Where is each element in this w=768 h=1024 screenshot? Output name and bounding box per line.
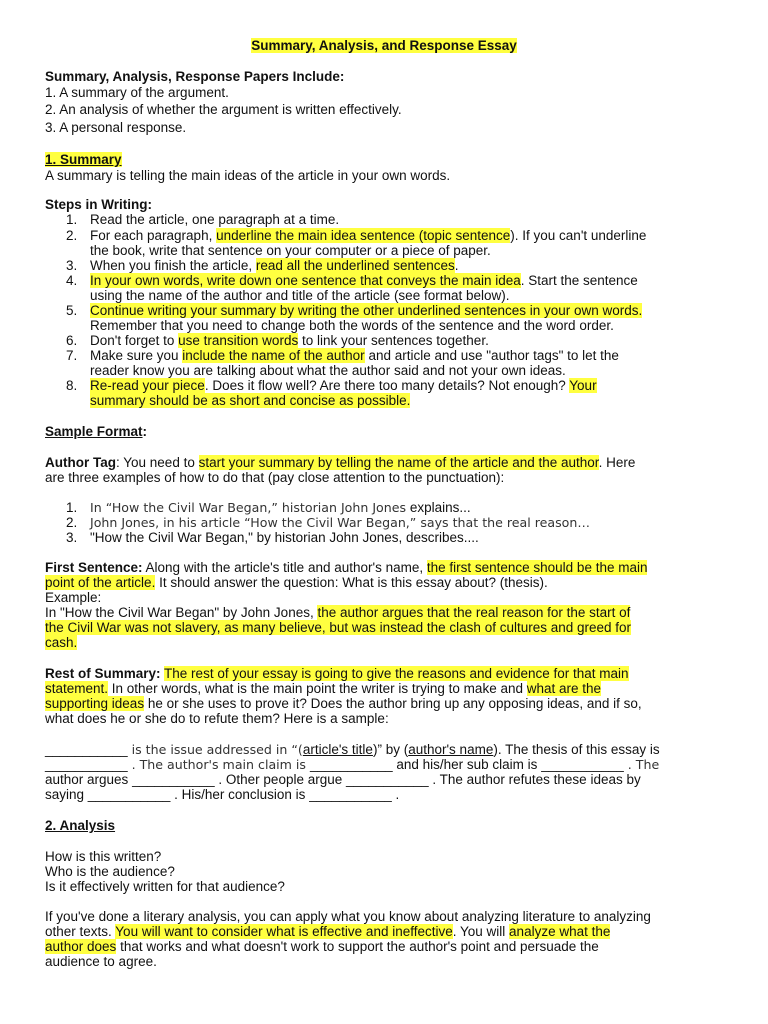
highlight: author does bbox=[45, 939, 117, 954]
step-number: 7. bbox=[66, 348, 78, 363]
rest-of-summary-continued: statement. In other words, what is the main point the writer is trying to make and what are the bbox=[45, 681, 602, 696]
author-tag-paragraph-continued: are three examples of how to do that (pay close attention to the punctuation): bbox=[45, 470, 505, 485]
analysis-question: How is this written? bbox=[45, 849, 162, 864]
template-line: ___________ is the issue addressed in “(article's title)” by (author's name). The thesis of this essay is bbox=[45, 742, 660, 757]
author-tag-paragraph: Author Tag: You need to start your summary by telling the name of the article and the author. Here bbox=[45, 455, 636, 470]
template-line: saying ___________ . His/her conclusion is ___________ . bbox=[45, 787, 400, 802]
rest-of-summary-continued: supporting ideas he or she uses to prove it? Does the author bring up any opposing ideas, and if so, bbox=[45, 696, 642, 711]
highlight: supporting ideas bbox=[45, 696, 145, 711]
analysis-paragraph-continued: author does that works and what doesn't work to support the author's point and persuade the bbox=[45, 939, 599, 954]
step-number: 2. bbox=[66, 228, 78, 243]
step-text: Make sure you include the name of the author and article and use "author tags" to let the bbox=[90, 348, 619, 363]
intro-item: 3. A personal response. bbox=[45, 120, 187, 135]
template-line: ___________ . The author's main claim is ___________ and his/her sub claim is ___________ . The bbox=[45, 757, 660, 772]
example-paragraph-continued bbox=[45, 635, 77, 650]
rest-of-summary-paragraph: Rest of Summary: The rest of your essay is going to give the reasons and evidence for that main bbox=[45, 666, 629, 681]
summary-definition: A summary is telling the main ideas of the article in your own words. bbox=[45, 168, 451, 183]
highlight: the first sentence should be the main bbox=[426, 560, 648, 575]
example-number: 2. bbox=[66, 515, 78, 530]
highlight: Your bbox=[569, 378, 597, 393]
step-text-continued: using the name of the author and title of the article (see format below). bbox=[90, 288, 510, 303]
example-number: 1. bbox=[66, 500, 78, 515]
example-text: John Jones, in his article “How the Civil War Began,” says that the real reason… bbox=[90, 515, 590, 530]
analysis-paragraph-continued: audience to agree. bbox=[45, 954, 157, 969]
highlight: point of the article. bbox=[45, 575, 156, 590]
step-text-continued: the book, write that sentence on your computer or a piece of paper. bbox=[90, 243, 491, 258]
step-text-continued bbox=[90, 393, 410, 408]
highlight: include the name of the author bbox=[182, 348, 365, 363]
intro-heading: Summary, Analysis, Response Papers Include: bbox=[45, 69, 345, 84]
highlight: the Civil War was not slavery, as many believe, but was instead the clash of cultures and greed for bbox=[45, 620, 632, 635]
highlight: read all the underlined sentences bbox=[255, 258, 455, 273]
step-text bbox=[90, 303, 642, 318]
highlight: summary should be as short and concise as possible. bbox=[90, 393, 411, 408]
step-number: 4. bbox=[66, 273, 78, 288]
highlight: You will want to consider what is effective and ineffective bbox=[115, 924, 453, 939]
highlight: underline the main idea sentence (topic sentence bbox=[216, 228, 511, 243]
document-title bbox=[0, 38, 768, 53]
step-text: In your own words, write down one sentence that conveys the main idea. Start the sentence bbox=[90, 273, 638, 288]
step-text-continued: Remember that you need to change both the words of the sentence and the word order. bbox=[90, 318, 614, 333]
document-title-text: Summary, Analysis, and Response Essay bbox=[251, 38, 517, 53]
highlight: Re-read your piece bbox=[90, 378, 205, 393]
highlight: what are the bbox=[526, 681, 602, 696]
step-text: For each paragraph, underline the main idea sentence (topic sentence). If you can't underline bbox=[90, 228, 647, 243]
step-text: When you finish the article, read all the underlined sentences. bbox=[90, 258, 459, 273]
sample-format-heading: Sample Format: bbox=[45, 424, 148, 439]
step-number: 5. bbox=[66, 303, 78, 318]
analysis-question: Who is the audience? bbox=[45, 864, 175, 879]
template-line: author argues ___________ . Other people argue ___________ . The author refutes these ideas by bbox=[45, 772, 641, 787]
highlight: Continue writing your summary by writing the other underlined sentences in your own words. bbox=[90, 303, 643, 318]
analysis-paragraph-continued: other texts. You will want to consider what is effective and ineffective. You will analyze what the bbox=[45, 924, 611, 939]
example-text: In “How the Civil War Began,” historian John Jones explains... bbox=[90, 500, 471, 515]
step-text: Re-read your piece. Does it flow well? Are there too many details? Not enough? Your bbox=[90, 378, 597, 393]
example-text: "How the Civil War Began," by historian John Jones, describes.... bbox=[90, 530, 479, 545]
highlight: statement. bbox=[45, 681, 109, 696]
highlight: start your summary by telling the name of the article and the author bbox=[198, 455, 599, 470]
analysis-heading: 2. Analysis bbox=[45, 818, 116, 833]
highlight: use transition words bbox=[178, 333, 299, 348]
intro-item: 1. A summary of the argument. bbox=[45, 85, 229, 100]
step-number: 3. bbox=[66, 258, 78, 273]
example-number: 3. bbox=[66, 530, 78, 545]
highlight: the author argues that the real reason for the start of bbox=[317, 605, 631, 620]
summary-heading: 1. Summary bbox=[45, 152, 122, 167]
steps-heading: Steps in Writing: bbox=[45, 197, 152, 212]
highlight: In your own words, write down one sentence that conveys the main idea bbox=[90, 273, 521, 288]
example-label: Example: bbox=[45, 590, 102, 605]
highlight: cash. bbox=[45, 635, 78, 650]
step-text: Don't forget to use transition words to link your sentences together. bbox=[90, 333, 489, 348]
step-number: 6. bbox=[66, 333, 78, 348]
analysis-question: Is it effectively written for that audience? bbox=[45, 879, 285, 894]
example-paragraph: In "How the Civil War Began" by John Jones, the author argues that the real reason for the start of bbox=[45, 605, 631, 620]
step-number: 1. bbox=[66, 212, 78, 227]
rest-of-summary-continued: what does he or she do to refute them? Here is a sample: bbox=[45, 711, 389, 726]
example-paragraph-continued bbox=[45, 620, 631, 635]
first-sentence-paragraph: First Sentence: Along with the article's title and author's name, the first sentence should be the main bbox=[45, 560, 648, 575]
step-number: 8. bbox=[66, 378, 78, 393]
highlight: analyze what the bbox=[509, 924, 611, 939]
step-text-continued: reader know you are talking about what the author said and not your own ideas. bbox=[90, 363, 566, 378]
highlight: The rest of your essay is going to give the reasons and evidence for that main bbox=[164, 666, 629, 681]
analysis-paragraph: If you've done a literary analysis, you can apply what you know about analyzing literature to analyzing bbox=[45, 909, 651, 924]
first-sentence-paragraph-continued: point of the article. It should answer the question: What is this essay about? (thesis). bbox=[45, 575, 548, 590]
intro-item: 2. An analysis of whether the argument is written effectively. bbox=[45, 102, 402, 117]
step-text: Read the article, one paragraph at a time. bbox=[90, 212, 340, 227]
